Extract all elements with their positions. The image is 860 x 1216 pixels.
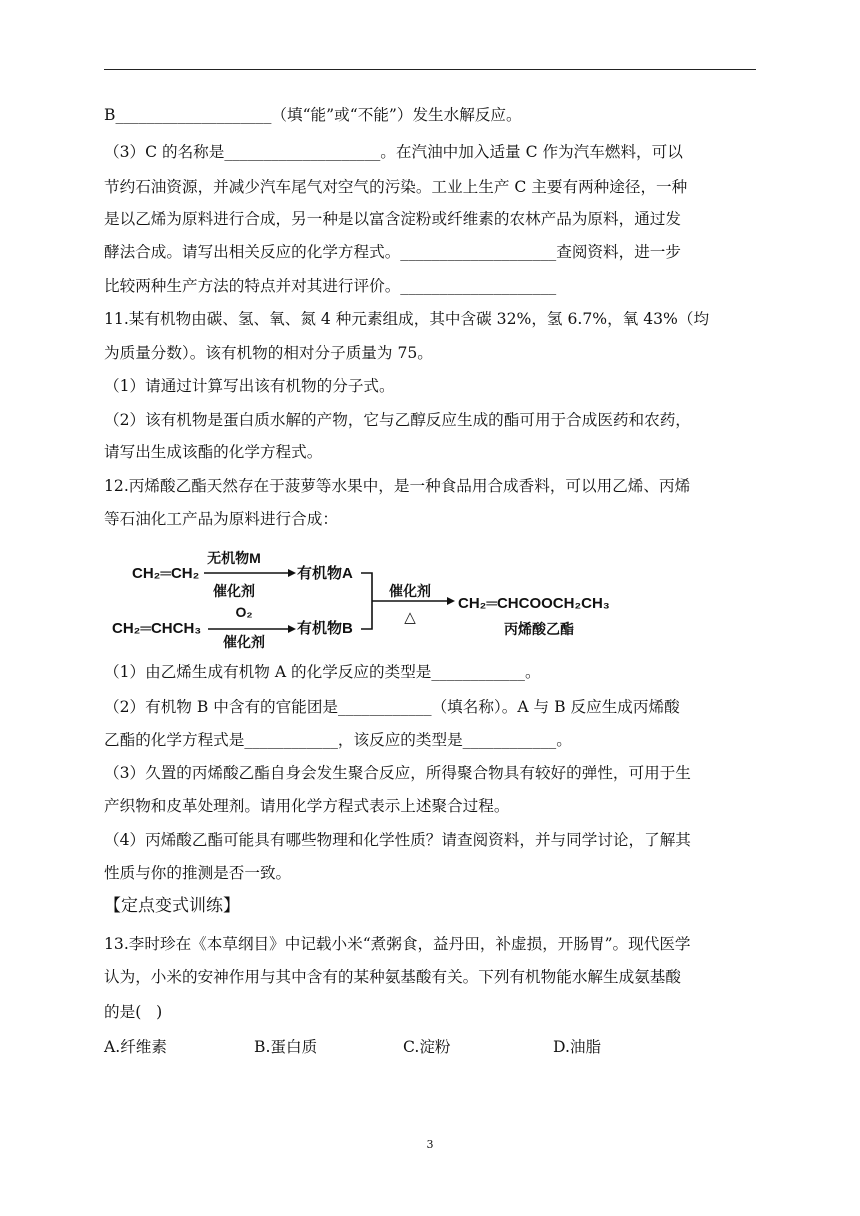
propylene-formula: CH₂═CHCH₃: [112, 620, 202, 637]
text-line: （1）由乙烯生成有机物 A 的化学反应的类型是____________。: [104, 663, 541, 681]
arrowhead-main: [447, 597, 455, 605]
text-line: 请写出生成该酯的化学方程式。: [104, 443, 323, 461]
text-line: 性质与你的推测是否一致。: [104, 864, 292, 882]
text-line: 12.丙烯酸乙酯天然存在于菠萝等水果中，是一种食品用合成香料，可以用乙烯、丙烯: [104, 477, 691, 495]
text-line: （4）丙烯酸乙酯可能具有哪些物理和化学性质？请查阅资料，并与同学讨论，了解其: [104, 831, 691, 849]
page-number: 3: [426, 1138, 434, 1151]
merge-bracket: [361, 573, 372, 629]
text-line: （3）C 的名称是____________________。在汽油中加入适量 C 作为汽车燃料，可以: [104, 143, 683, 161]
text-line: 节约石油资源，并减少汽车尾气对空气的污染。工业上生产 C 主要有两种途径，一种: [104, 178, 688, 196]
text-line: 是以乙烯为原料进行合成，另一种是以富含淀粉或纤维素的农林产品为原料，通过发: [104, 210, 681, 228]
catalyst-label-top: 催化剂: [213, 583, 255, 599]
option-a: A.纤维素: [104, 1038, 167, 1056]
header-rule: [104, 69, 756, 70]
text-line: 比较两种生产方法的特点并对其进行评价。____________________: [104, 277, 557, 295]
catalyst-label-bottom: 催化剂: [223, 634, 265, 650]
heat-symbol: △: [404, 609, 416, 626]
reaction-scheme-diagram: [104, 538, 644, 650]
arrowhead-bottom: [288, 625, 296, 633]
catalyst-label-right: 催化剂: [389, 583, 431, 599]
ethyl-acrylate-name: 丙烯酸乙酯: [504, 621, 574, 637]
option-b: B.蛋白质: [254, 1038, 318, 1056]
organic-a-label: 有机物A: [297, 565, 353, 582]
text-line: B____________________（填“能”或“不能”）发生水解反应。: [104, 106, 522, 124]
text-line: （2）有机物 B 中含有的官能团是____________（填名称）。A 与 B 反应生成丙烯酸: [104, 698, 680, 716]
text-line: 酵法合成。请写出相关反应的化学方程式。____________________查阅资料，进一步: [104, 243, 681, 261]
section-title: 【定点变式训练】: [104, 896, 240, 916]
text-line: 乙酯的化学方程式是____________，该反应的类型是____________。: [104, 731, 572, 749]
option-d: D.油脂: [553, 1038, 602, 1056]
text-line: （1）请通过计算写出该有机物的分子式。: [104, 377, 395, 395]
text-line: 11.某有机物由碳、氢、氧、氮 4 种元素组成，其中含碳 32%，氢 6.7%，氧 43%（均: [104, 310, 710, 328]
text-line: 认为，小米的安神作用与其中含有的某种氨基酸有关。下列有机物能水解生成氨基酸: [104, 968, 681, 986]
arrowhead-top: [288, 569, 296, 577]
text-line: 产织物和皮革处理剂。请用化学方程式表示上述聚合过程。: [104, 797, 510, 815]
organic-b-label: 有机物B: [297, 620, 353, 637]
text-line: 的是( ): [104, 1003, 163, 1021]
text-line: （3）久置的丙烯酸乙酯自身会发生聚合反应，所得聚合物具有较好的弹性，可用于生: [104, 764, 691, 782]
text-line: 13.李时珍在《本草纲目》中记载小米“煮粥食，益丹田，补虚损，开肠胃”。现代医学: [104, 935, 691, 953]
text-line: 等石油化工产品为原料进行合成：: [104, 510, 338, 528]
ethylene-formula: CH₂═CH₂: [132, 565, 200, 582]
oxygen-label: O₂: [235, 604, 253, 620]
option-c: C.淀粉: [403, 1038, 451, 1056]
text-line: 为质量分数）。该有机物的相对分子质量为 75。: [104, 344, 433, 362]
text-line: （2）该有机物是蛋白质水解的产物，它与乙醇反应生成的酯可用于合成医药和农药，: [104, 411, 691, 429]
ethyl-acrylate-formula: CH₂═CHCOOCH₂CH₃: [458, 595, 610, 612]
reagent-m-label: 无机物M: [207, 550, 261, 566]
